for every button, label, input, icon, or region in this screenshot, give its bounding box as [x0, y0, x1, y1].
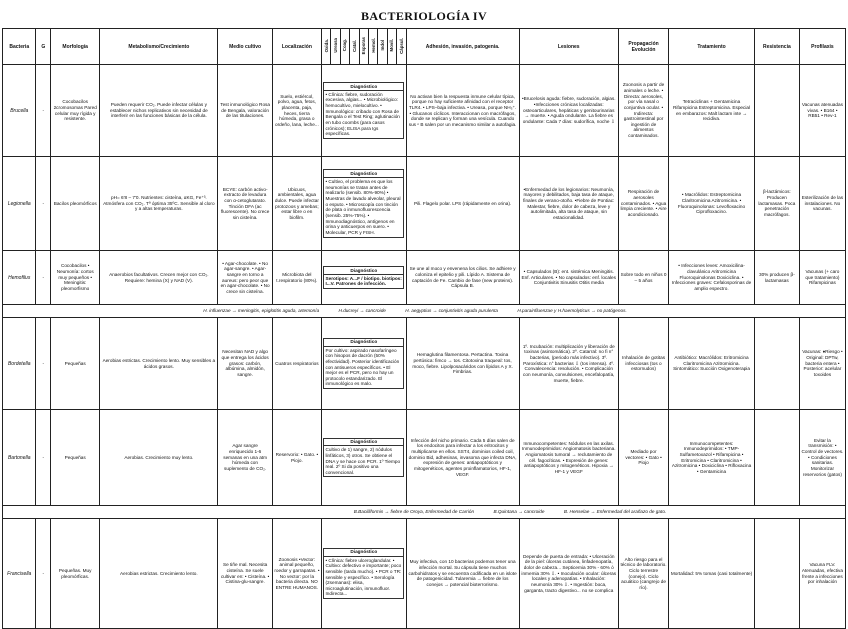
diagnostico-title: Diagnóstico	[324, 339, 403, 347]
bacteria-name: Francisella	[3, 519, 36, 629]
profilaxis-cell: Vacunas: ♦Riesgo • Original: DPTw, bacteria entera • Posterior: acelular toxoides	[799, 318, 845, 410]
localizacion-cell: Microbiota del t.respiratorio (80%).	[272, 251, 321, 305]
diagnostico-text: • Cultivo, el problema es que los neumonías se tratan antes de realizarlo (sensib. 80%-90%) • Muestras de lavado alveolar, pleural o esputo. • Microscopía con tinción de plata o inmunofluorescencia (sensib. 25%-75%). • Inmunodiagnóstico, antígenos en orina y anticuerpos en suero. • Molecular, PCR y FISH.	[325, 179, 401, 235]
tratamiento-cell: Antibiótico: Macrólidos: Eritromicina Claritromicina Azitromicina. Sintomático: Succión Oxigenoterapia	[669, 318, 755, 410]
table-row	[3, 157, 846, 251]
header-bacteria: Bacteria	[3, 29, 36, 65]
resistencia-cell: β-lactámicos: Producen lactamasas. Poca penetración macrófagos.	[754, 157, 799, 251]
metabolismo-cell: Aerobias. Crecimiento muy lento.	[100, 410, 218, 506]
metabolismo-cell: Aerobias estrictas. Crecimiento lento.	[100, 519, 218, 629]
diagnostico-cell	[321, 519, 406, 629]
lesiones-cell: 1º. Incubación: multiplicación y liberación de toxinas (asintomática). 2º. Catarral: no fi n° bacterias, (periodo más infectivo). 3º. Paroxística: n° bacterias ⇩ (tos intensa). 4º. Convalecencia: resolución. • Complicación con neumonía, convulsiones, encefalopatía, muerte, fiebre.	[519, 318, 618, 410]
note-text: B.Quintana → cancroide	[493, 509, 545, 515]
tratamiento-cell: Mortalidad: 5% tomas (casi totalmente)	[669, 519, 755, 629]
medio-cell: Se tiñe mal. Necesita cisteína. Se suele cultivar en: • Cisteína. • Cistina-glu-sangre.	[218, 519, 272, 629]
diagnostico-cell	[321, 410, 406, 506]
diagnostico-box	[323, 82, 404, 139]
morfologia-cell: Cocobacilos • Neumonía: cortos muy pequeños • Meningitis: pleomorfismo	[51, 251, 100, 305]
propagacion-cell: Respiración de aerosoles contaminados. • Agua limpia creciente. • Aire acondicionado.	[618, 157, 668, 251]
morfologia-cell: Bacilos pleomórficos	[51, 157, 100, 251]
header-localizacion: Localización	[272, 29, 321, 65]
morfologia-cell: Pequeñas. Muy pleomórficas.	[51, 519, 100, 629]
notes-row	[3, 305, 846, 318]
diagnostico-title: Diagnóstico	[324, 83, 403, 91]
lesiones-cell: Inmunocompetentes: Nódulos en las axilas. Inmunodeprimidos: Angiomatosis bacteriana. Angiomatosis tumoral → reclutamiento de cél. fagocíticas. • Expresión de genes: antiapoptóticos y mitogenéticos. Hipoxia → HF-1 y VEGF	[519, 410, 618, 506]
header-propagacion: Propagación Evolución	[618, 29, 668, 65]
note-text: H. aegyptius → conjuntivitis aguda purulenta	[405, 308, 498, 314]
diagnostico-cell	[321, 157, 406, 251]
diagnostico-box	[323, 338, 404, 389]
notes-cell	[3, 506, 846, 519]
localizacion-cell: Suelo, estiércol, polvo, agua, fetos, placenta, paja, heces, tierra húmeda, grasa o ordeño, lana, leche...	[272, 65, 321, 157]
header-lesiones: Lesiones	[519, 29, 618, 65]
propagacion-cell: Zoonosis a partir de animales o leche. • Directa: aerosoles, por vía nasal o conjuntiva ocular. • Indirecta: gastrointestinal por ingestión de alimentos contaminados.	[618, 65, 668, 157]
localizacion-cell: Zoonosis •Vector: animal pequeño, roedor y garrapatas. • No vector: por la bacteria directa. NO ENTRE HUMANOS.	[272, 519, 321, 629]
tratamiento-cell: • Infecciones leves: Amoxicilina-clavulánico Aritromicina Fluoroquinolonas Doxiciclina. • Infecciones graves: Cefalosporinas de amplio espectro.	[669, 251, 755, 305]
gram-cell: -	[36, 251, 51, 305]
header-resistencia: Resistencia	[754, 29, 799, 65]
bacteria-name: Legionella	[3, 157, 36, 251]
note-text: H.ducreyi → cancroide	[338, 308, 386, 314]
propagacion-cell: Sobre todo en niños 0 – 5 años	[618, 251, 668, 305]
header-oxidasa: Oxida.	[321, 29, 330, 65]
diagnostico-text: Por cultivo: aspirado nasofaríngeo con hisopos de dacrón (50% efectividad). Posterior identificación con antisueros específicos. • El mejor es el PCR, pero no hay un protocolo estandarizado. El inmunológico es malo.	[325, 347, 400, 387]
metabolismo-cell: Aerobias estrictas. Crecimiento lento. Muy sensibles a ácidos grasos.	[100, 318, 218, 410]
note-text: B. Henselae → Enfermedad del arañazo de gato.	[563, 509, 667, 515]
header-metabolismo: Metabolismo/Crecimiento	[100, 29, 218, 65]
diagnostico-title: Diagnóstico	[324, 267, 403, 275]
profilaxis-cell: Evitar la transmisión: • Control de vectores. • Condiciones sanitarias. Monitorizar reservorios (gatos)	[799, 410, 845, 506]
diagnostico-box	[323, 169, 404, 237]
adhesion-cell: Se une al moco y envenena los cilios. Se adhiere y coloniza el epitelio y pili. Lípido A. Sistema de captación de Fe. Cambio de fase (new proteins). Cápsula B.	[406, 251, 519, 305]
metabolismo-cell: Anaerobios facultativos. Crecen mejor con CO₂. Requiere: hemina (X) y NAD (V).	[100, 251, 218, 305]
lesiones-cell: Depende de puerta de entrada: • Ulceración de la piel: úlceras cutánea, linfadenopatía, dolor de cabeza... Septicemia 30% - 60% ó inmemia 30% ⇩. • Inoculación ocular: úlceras locales y adenopatías. • Inhalación: neumonía 30% ⇩. • Ingestión: boca, garganta, tracto digestivo... no se complica	[519, 519, 618, 629]
header-row	[3, 29, 846, 65]
metabolismo-cell: pH= 6'8 – 7'0. Nutrientes: cisteína, αKG, Fe⁺³. Atmósfera con CO₂. Tª óptima 35ºC. Sensible al cloro y a altas temperaturas.	[100, 157, 218, 251]
gram-cell: -	[36, 157, 51, 251]
bacteria-name: Hemofilus	[3, 251, 36, 305]
header-coagulasa: Coag.	[340, 29, 349, 65]
header-g: G	[36, 29, 51, 65]
notes-row	[3, 506, 846, 519]
page-title: BACTERIOLOGÍA IV	[360, 9, 488, 23]
gram-cell: -	[36, 410, 51, 506]
localizacion-cell: Cuatros respiratorios	[272, 318, 321, 410]
notes-cell	[3, 305, 846, 318]
table-row	[3, 318, 846, 410]
diagnostico-text: • Clínica: fiebre, sudoración excesiva, algias... • Microbiológico: hemocultivo, mielocultivo. • Inmunológico: cribado con Rosa de Bengala o el Test Ring; aglutinación en tubo coombs (para casos crónicos); ELISA para Igs específicas.	[325, 91, 400, 137]
adhesion-cell: Infección del nicho primario. Cada 5 días salen de los endocitos para infectar a los eritrocitos y multiplicarse en ellos. SST4, dominios coiled coil, dominio Bid, adhesinas, invasoma que infecta DNA, expresión de genes: antiapoptóticos y mitogenéticos, agentes proinflamatorios, HF-1, VEGF.	[406, 410, 519, 506]
resistencia-cell: 30% producen β-lactamasas	[754, 251, 799, 305]
diagnostico-cell	[321, 65, 406, 157]
lesiones-cell: • Capsulados (B): ent. sistémica Meningitis. Enf. Articulares. • No capsulados: enf. locales Conjuntivitis Sinusitis Otitis media	[519, 251, 618, 305]
header-indol: Indol	[378, 29, 387, 65]
table-row	[3, 410, 846, 506]
profilaxis-cell: Vacuna FLV. Atenuadas, efectiva frente a infecciones por inhalación	[799, 519, 845, 629]
medio-cell: Necesitan NAD y algo que entrega los ácidos grasos: carbón, albúmina, almidón, sangre.	[218, 318, 272, 410]
propagacion-cell: Mediado por vectores: • Gato • Piojo	[618, 410, 668, 506]
morfologia-cell: Pequeñas	[51, 318, 100, 410]
medio-cell: BCYE: carbón activo-extracto de levadura con α-cetoglutarato. Tinción DFA (ac fluorescente). No crece sin cisteína.	[218, 157, 272, 251]
localizacion-cell: Ubicuos, ambientales, agua dulce. Puede infectar protozoos y amebas; estar libre o en biofilm.	[272, 157, 321, 251]
bacteria-name: Brucella	[3, 65, 36, 157]
diagnostico-cell	[321, 251, 406, 305]
lesiones-cell: •Brucelosis aguda: fiebre, sudoración, algias. •Infecciones crónicas localizadas: osteoarticulares, hepáticas y genitourinarias → muerte. • Aguda ondulante. La fiebre es ondulante: Cada 7 días: sudorífica, noche ⇩	[519, 65, 618, 157]
propagacion-cell: Alto riesgo para el técnico de laboratorio. Ciclo terrestre (conejo). Ciclo acuático (cangrejo de río).	[618, 519, 668, 629]
medio-cell: Agar sangre enriquecido 1-6 semanas en una atm húmeda con suplemento de CO₂.	[218, 410, 272, 506]
header-profilaxis: Profilaxis	[799, 29, 845, 65]
tratamiento-cell: • Macrólidos: Estreptomicina Claritromicina Azitromicina. • Fluoroquinolonas: Levofloxacino Ciprofloxacino.	[669, 157, 755, 251]
header-catalasa: Catal.	[350, 29, 359, 65]
diagnostico-title: Diagnóstico	[324, 439, 403, 447]
profilaxis-cell: Vacunas (+ caro que tratamiento) Rifampicinas	[799, 251, 845, 305]
profilaxis-cell: Vacunas atenuadas vivas. • B164 • RB51 • Rev-1	[799, 65, 845, 157]
gram-cell: -	[36, 65, 51, 157]
profilaxis-cell: Esterilización de las instalaciones. No vacunas.	[799, 157, 845, 251]
header-morfologia: Morfología	[51, 29, 100, 65]
header-capsula: Cápsul.	[397, 29, 406, 65]
header-esporas: Esporas	[359, 29, 368, 65]
adhesion-cell: No activan bien la respuesta inmune celular típica, porque no hay suficiente afinidad con el receptor TLR4. • LPS–baja infectiva. • Ureasa, porque NH₃⁺. • Glucanos cíclicos. Interaccionan con macrófagos, donde se replican y forman una vesícula. Cuando sus ⁿ B salen por un mecanismo similar a autofagia.	[406, 65, 519, 157]
table-row	[3, 519, 846, 629]
header-tratamiento: Tratamiento	[669, 29, 755, 65]
diagnostico-box	[323, 266, 404, 289]
gram-cell: -	[36, 318, 51, 410]
resistencia-cell	[754, 318, 799, 410]
resistencia-cell	[754, 410, 799, 506]
bacteria-name: Bartonella	[3, 410, 36, 506]
adhesion-cell: Pili. Flagelo polar. LPS (rápidamente en orina).	[406, 157, 519, 251]
bacteria-name: Bordetella	[3, 318, 36, 410]
note-text: B.Bacilliformis → fiebre de Oroya, Enfermedad de Carrión	[353, 509, 475, 515]
diagnostico-text: • Clínica: fiebre ulceroglandular. • Cultivo: defectivo e importante; poco sensible (tarda mucho). • PCR o TR: sensible y específico. • Serología (2semanas): elisa, microaglutinación, inmunofluor. Indirecta...	[325, 557, 402, 597]
lesiones-cell: •Enfermedad de los legionarios: Neumonía, mayores y debilitados, baja tasa de ataque, finales de verano-otoño. •Fiebre de Pontiac: Malestar, fiebre, dolor de cabeza, leve y autolimitada, alta tasa de ataque, sin estacionalidad.	[519, 157, 618, 251]
metabolismo-cell: Pueden requerir CO₂. Puede infectar células y establecer nichos replicativos sin necesidad de interferir en las funciones básicas de la célula.	[100, 65, 218, 157]
bacteriology-table	[2, 28, 846, 629]
gram-cell: -	[36, 519, 51, 629]
localizacion-cell: Reservorio: • Gato. • Piojo.	[272, 410, 321, 506]
diagnostico-box	[323, 438, 404, 478]
morfologia-cell: Pequeñas	[51, 410, 100, 506]
resistencia-cell	[754, 65, 799, 157]
note-text: H. influenzae → meningitis, epiglotitis aguda, artemonía	[203, 308, 320, 314]
table-row	[3, 251, 846, 305]
header-medio: Medio cultivo	[218, 29, 272, 65]
diagnostico-text: Serotipos: A...F / biotipo. biotipos: I...V. Patrones de infección.	[325, 275, 402, 287]
diagnostico-box	[323, 548, 404, 599]
header-adhesion: Adhesión, invasión, patogenia.	[406, 29, 519, 65]
tratamiento-cell: Tetraciclinas + Gentamicina Rifampicina Estreptomicina. Especial en embarazos: Malt lactam inte → recidiva.	[669, 65, 755, 157]
medio-cell: • Agar-chocolate. • No agar-sangre. • Agar-sangre en torno a aureus: pero peor que en agar-chocolate. • No crece sin cisteína.	[218, 251, 272, 305]
diagnostico-title: Diagnóstico	[324, 170, 403, 178]
header-ureasa: Ureasa	[331, 29, 340, 65]
note-text: H.parainfluenzae y H.haemolyticus → no patógenos.	[517, 308, 627, 314]
propagacion-cell: Inhalación de gotitas infecciosas (tos o estornudos)	[618, 318, 668, 410]
medio-cell: Test inmunológico Rosa de Bengala, valoración de las titulaciones.	[218, 65, 272, 157]
resistencia-cell	[754, 519, 799, 629]
adhesion-cell: Hemaglutina filamentosa. Pertactina. Toxina pertúsica: fimco → tos. Citotoxina traqueal: tos, moco, fiebre. Lipolposacáridos con lípidos A y X. Fimbrias.	[406, 318, 519, 410]
header-hemolisis: Hemol.	[369, 29, 378, 65]
tratamiento-cell: Inmunocompetentes: Inmunodeprimidos: • TMP-Sulfametoxazol • Rifampicina • Eritromicina • Claritromicina • Azitromicina • Doxiciclina • Rifloxacina • Gentamicina	[669, 410, 755, 506]
morfologia-cell: Cocobacilos 2cromosomas Pared celular muy rígida y resistente.	[51, 65, 100, 157]
diagnostico-cell	[321, 318, 406, 410]
table-row	[3, 65, 846, 157]
header-movilidad: Movil.	[387, 29, 396, 65]
adhesion-cell: Muy infectiva, con 10 bacterias podemos tener una infección mortal. Su cápsula tiene muchos carbohidratos y se encuentra codificada en un islote de patogenicidad. Tularemia → fiebre de los conejos → potencial bioterrorismo.	[406, 519, 519, 629]
diagnostico-text: Cultivo de 1) sangre, 2) nódulos linfáticos, 3) otros. Se obtiene el DNA y se hace con PCR. 1º Tiempo real. 2º Si da positivo una convencional.	[325, 447, 401, 475]
diagnostico-title: Diagnóstico	[324, 549, 403, 557]
